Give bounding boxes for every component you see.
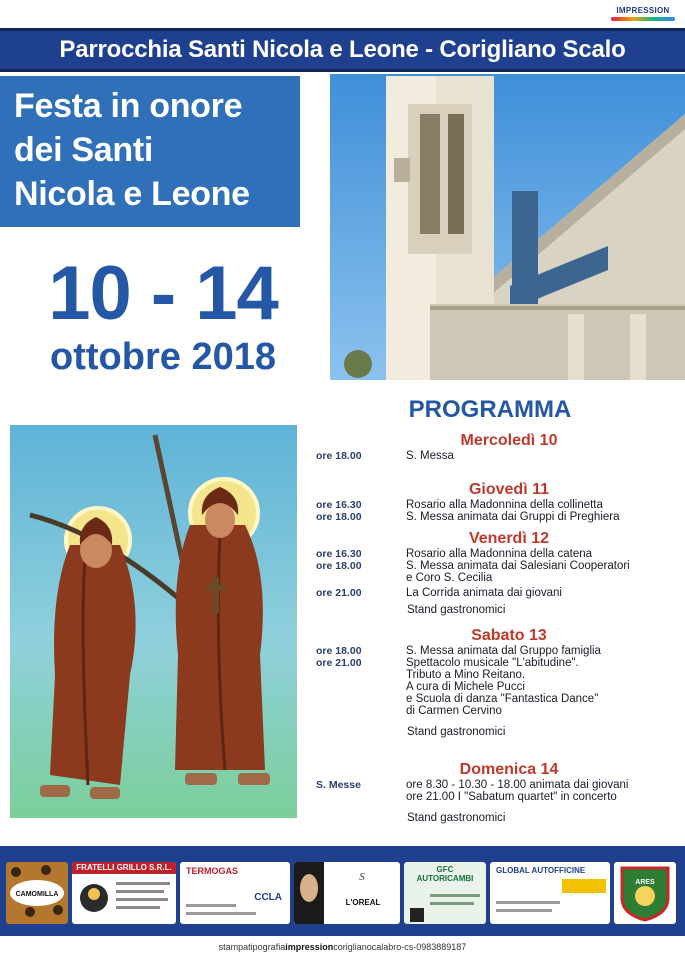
sponsor-ares xyxy=(614,862,676,924)
event-desc: e Scuola di danza "Fantastica Dance" xyxy=(406,693,599,705)
event-time xyxy=(303,791,406,803)
svg-text:S: S xyxy=(359,871,365,883)
program-row xyxy=(303,560,685,572)
day-title: Venerdì 12 xyxy=(468,530,550,547)
program-day-giovedi xyxy=(303,481,685,523)
day-title: Domenica 14 xyxy=(459,761,559,778)
event-desc: Rosario alla Madonnina della collinetta xyxy=(406,499,603,511)
program-row xyxy=(303,645,685,657)
event-time: ore 16.30 xyxy=(316,499,362,511)
credit-mid2: coriglianocalabro xyxy=(333,942,402,952)
publisher-logo xyxy=(611,6,675,22)
program-row xyxy=(303,587,685,599)
printer-credit xyxy=(0,942,685,952)
program-row xyxy=(303,693,685,705)
credit-brand: impression xyxy=(285,942,334,952)
event-time xyxy=(303,693,406,705)
sponsor-camomilla xyxy=(6,862,68,924)
sponsor-salon xyxy=(294,862,400,924)
event-time: ore 18.00 xyxy=(316,645,362,657)
festival-dates xyxy=(18,252,308,378)
festa-title-line-1: Festa in onore xyxy=(14,87,243,125)
sponsor-camomilla-name: CAMOMILLA xyxy=(15,891,59,898)
event-time: ore 18.00 xyxy=(316,511,362,523)
event-desc: S. Messa animata dal Gruppo famiglia xyxy=(406,645,601,657)
sponsor-ares-name: ARES xyxy=(635,879,655,886)
sponsor-loreal-name: L'OREAL xyxy=(345,898,381,907)
event-time xyxy=(303,669,406,681)
event-time: ore 18.00 xyxy=(316,450,362,462)
credit-mid1: tipografia xyxy=(248,942,286,952)
program-day-venerdi xyxy=(303,530,685,617)
credit-prefix: stampa xyxy=(218,942,249,952)
sponsor-ccla-name: CCLA xyxy=(254,892,282,903)
program-row xyxy=(303,511,685,523)
sponsor-global-autofficine xyxy=(490,862,610,924)
stand-gastronomici: Stand gastronomici xyxy=(407,812,506,824)
event-time: S. Messe xyxy=(316,779,361,791)
event-desc: S. Messa xyxy=(406,450,454,462)
program-day-sabato xyxy=(303,627,685,739)
parish-title: Parrocchia Santi Nicola e Leone - Corigliano Scalo xyxy=(59,36,626,63)
event-time xyxy=(303,681,406,693)
event-time: ore 16.30 xyxy=(316,548,362,560)
credit-suffix: -cs-0983889187 xyxy=(401,942,467,952)
sponsors-band xyxy=(0,846,685,936)
program-day-mercoledi xyxy=(303,432,685,462)
programma-heading: PROGRAMMA xyxy=(408,396,572,423)
program-row xyxy=(303,548,685,560)
program-row xyxy=(303,779,685,791)
event-desc: S. Messa animata dai Salesiani Cooperatori xyxy=(406,560,630,572)
program-day-domenica xyxy=(303,761,685,825)
program-row xyxy=(303,572,685,584)
event-time xyxy=(303,572,406,584)
event-time: ore 21.00 xyxy=(316,587,362,599)
date-range: 10 - 14 xyxy=(48,251,278,336)
program-row xyxy=(303,657,685,669)
sponsor-gfc xyxy=(404,862,486,924)
publisher-logo-text: IMPRESSION xyxy=(616,6,670,15)
program-row xyxy=(303,791,685,803)
program-row xyxy=(303,705,685,717)
saints-painting xyxy=(10,425,297,818)
event-desc: Rosario alla Madonnina della catena xyxy=(406,548,593,560)
day-title: Giovedì 11 xyxy=(468,481,550,498)
festa-title-line-3: Nicola e Leone xyxy=(14,175,250,213)
sponsor-termogas xyxy=(180,862,290,924)
day-title: Mercoledì 10 xyxy=(460,432,558,449)
event-desc: La Corrida animata dai giovani xyxy=(406,587,562,599)
festa-title-box xyxy=(0,76,300,227)
event-desc: S. Messa animata dai Gruppi di Preghiera xyxy=(406,511,620,523)
sponsor-grillo-name: FRATELLI GRILLO S.R.L. xyxy=(72,862,176,874)
event-desc: e Coro S. Cecilia xyxy=(406,572,493,584)
date-month-year: ottobre 2018 xyxy=(50,336,276,378)
event-desc: di Carmen Cervino xyxy=(406,705,502,717)
sponsor-gfc-name: GFC AUTORICAMBI xyxy=(416,865,474,883)
event-desc: ore 21.00 I "Sabatum quartet" in concerto xyxy=(406,791,617,803)
stand-gastronomici: Stand gastronomici xyxy=(407,726,506,738)
event-desc: Spettacolo musicale "L'abitudine". xyxy=(406,657,579,669)
day-title: Sabato 13 xyxy=(471,627,547,644)
program-row xyxy=(303,450,685,462)
stand-gastronomici: Stand gastronomici xyxy=(407,604,506,616)
program-row xyxy=(303,669,685,681)
event-desc: ore 8.30 - 10.30 - 18.00 animata dai giovani xyxy=(406,779,629,791)
program-row xyxy=(303,499,685,511)
festa-title-line-2: dei Santi xyxy=(14,131,153,169)
event-time xyxy=(303,705,406,717)
sponsor-termogas-name: TERMOGAS xyxy=(186,866,239,876)
event-time: ore 21.00 xyxy=(316,657,362,669)
event-time: ore 18.00 xyxy=(316,560,362,572)
sponsor-fratelli-grillo xyxy=(72,862,176,924)
event-desc: A cura di Michele Pucci xyxy=(406,681,525,693)
sponsor-global-name: GLOBAL AUTOFFICINE xyxy=(496,866,586,875)
church-photo xyxy=(330,74,685,380)
event-desc: Tributo a Mino Reitano. xyxy=(406,669,526,681)
publisher-logo-bar xyxy=(611,17,675,21)
program-row xyxy=(303,681,685,693)
header-band xyxy=(0,28,685,72)
